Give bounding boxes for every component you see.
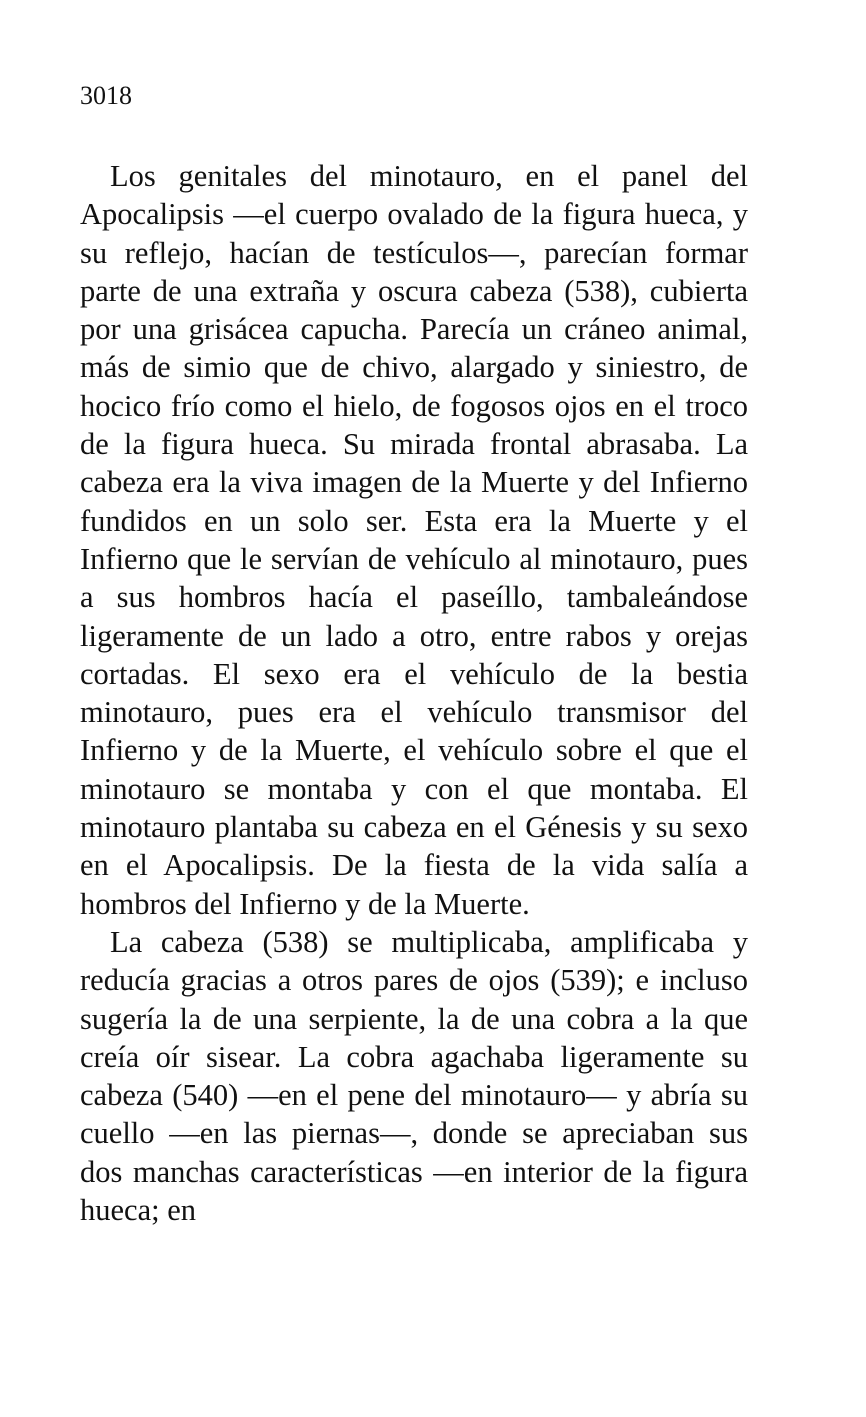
body-text — [80, 157, 748, 1229]
paragraph-1: Los genitales del minotauro, en el panel del Apocalipsis —el cuerpo ovalado de la figura hueca, y su reflejo, hacían de testículos—, parecían formar parte de una extraña y oscura cabeza (538), cubierta por una grisácea capucha. Parecía un cráneo animal, más de simio que de chivo, alargado y siniestro, de hocico frío como el hielo, de fogosos ojos en el troco de la figura hueca. Su mirada frontal abrasaba. La cabeza era la viva imagen de la Muerte y del Infierno fundidos en un solo ser. Esta era la Muerte y el Infierno que le servían de vehículo al minotauro, pues a sus hombros hacía el paseíllo, tambaleándose ligeramente de un lado a otro, entre rabos y orejas cortadas. El sexo era el vehículo de la bestia minotauro, pues era el vehículo transmisor del Infierno y de la Muerte, el vehículo sobre el que el minotauro se montaba y con el que montaba. El minotauro plantaba su cabeza en el Génesis y su sexo en el Apocalipsis. De la fiesta de la vida salía a hombros del Infierno y de la Muerte. — [80, 159, 748, 921]
book-page — [80, 0, 748, 1417]
paragraph-2: La cabeza (538) se multiplicaba, amplificaba y reducía gracias a otros pares de ojos (539); e incluso sugería la de una serpiente, la de una cobra a la que creía oír sisear. La cobra agachaba ligeramente su cabeza (540) —en el pene del minotauro— y abría su cuello —en las piernas—, donde se apreciaban sus dos manchas características —en interior de la figura hueca; en — [80, 924, 748, 1228]
page-number: 3018 — [80, 81, 132, 110]
